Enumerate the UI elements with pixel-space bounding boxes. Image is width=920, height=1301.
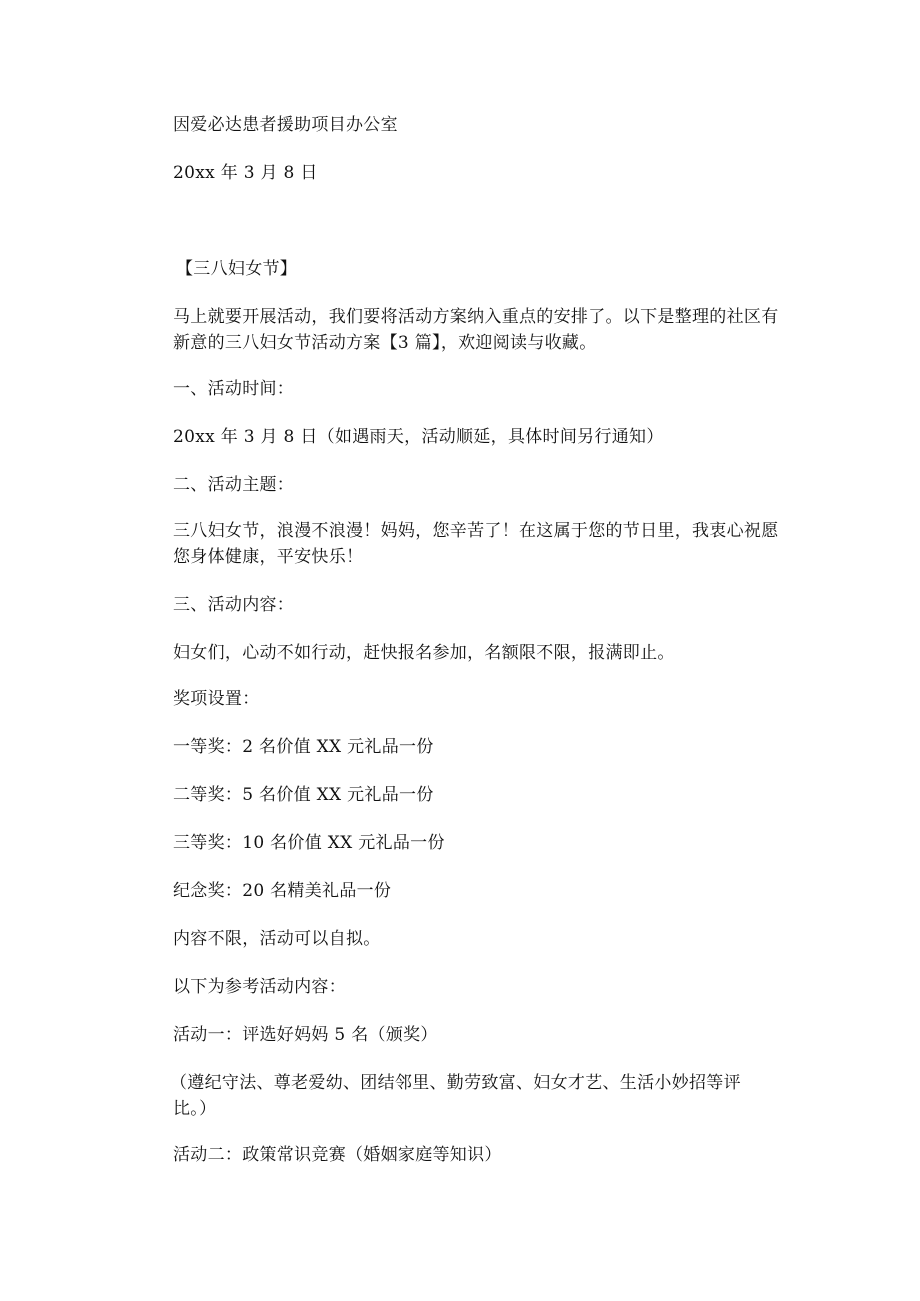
awards-heading: 奖项设置：: [173, 689, 260, 709]
activity-two: 活动二：政策常识竞赛（婚姻家庭等知识）: [173, 1145, 502, 1165]
award-second: 二等奖：5 名价值 XX 元礼品一份: [173, 785, 434, 805]
reference-heading: 以下为参考活动内容：: [173, 977, 346, 997]
heading-activity-theme: 二、活动主题：: [173, 475, 295, 495]
heading-activity-time: 一、活动时间：: [173, 379, 295, 399]
signature-organization: 因爱必达患者援助项目办公室: [173, 115, 398, 135]
content-note: 内容不限，活动可以自拟。: [173, 929, 381, 949]
signature-date: 20xx 年 3 月 8 日: [173, 163, 318, 183]
content-text: 妇女们，心动不如行动，赶快报名参加，名额限不限，报满即止。: [173, 643, 675, 663]
activity-time-text: 20xx 年 3 月 8 日（如遇雨天，活动顺延，具体时间另行通知）: [173, 427, 664, 447]
activity-one-detail-line-1: （遵纪守法、尊老爱幼、团结邻里、勤劳致富、妇女才艺、生活小妙招等评: [170, 1073, 741, 1093]
theme-line-1: 三八妇女节，浪漫不浪漫！妈妈，您辛苦了！在这属于您的节日里，我衷心祝愿: [173, 521, 779, 541]
award-first: 一等奖：2 名价值 XX 元礼品一份: [173, 737, 434, 757]
intro-line-1: 马上就要开展活动，我们要将活动方案纳入重点的安排了。以下是整理的社区有: [173, 307, 779, 327]
intro-line-2: 新意的三八妇女节活动方案【3 篇】，欢迎阅读与收藏。: [173, 333, 597, 353]
heading-activity-content: 三、活动内容：: [173, 595, 295, 615]
activity-one: 活动一：评选好妈妈 5 名（颁奖）: [173, 1025, 438, 1045]
activity-one-detail-line-2: 比。）: [173, 1099, 217, 1119]
section-title: 【三八妇女节】: [176, 259, 298, 279]
award-commemorative: 纪念奖：20 名精美礼品一份: [173, 881, 392, 901]
theme-line-2: 您身体健康，平安快乐！: [173, 547, 364, 567]
award-third: 三等奖：10 名价值 XX 元礼品一份: [173, 833, 445, 853]
